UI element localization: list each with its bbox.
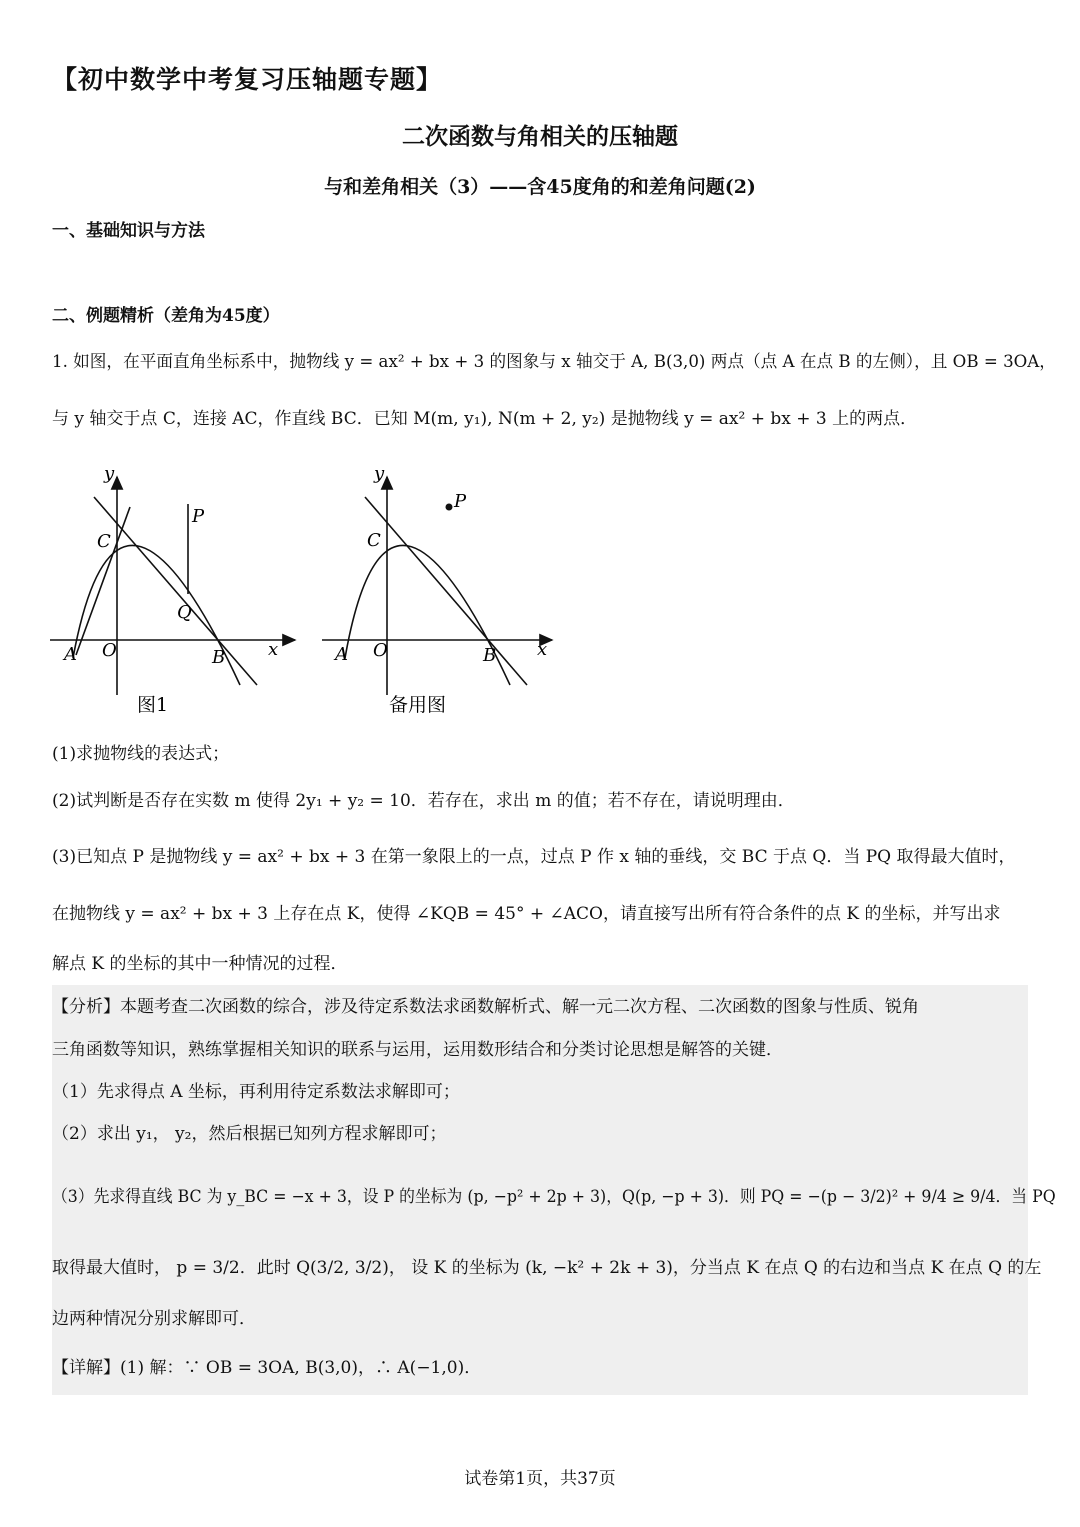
fig2-label-p: P [454,491,467,512]
section-heading-basics: 一、基础知识与方法 [52,221,205,241]
sub-title: 与和差角相关（3）——含45度角的和差角问题(2) [324,176,756,198]
figure-1 [50,463,295,716]
fig1-label-q: Q [177,602,192,623]
analysis-line-6: 取得最大值时， p = 3/2．此时 Q(3/2, 3/2)， 设 K 的坐标为 (k, −k² + 2k + 3)，分当点 K 在点 Q 的右边和当点 K 在点 Q 的左 [52,1258,1042,1278]
problem-line-1: 1. 如图，在平面直角坐标系中，抛物线 y = ax² + bx + 3 的图象与 x 轴交于 A, B(3,0) 两点（点 A 在点 B 的左侧），且 OB = 3OA， [52,352,1056,372]
detail-line-1: 【详解】(1) 解：∵ OB = 3OA, B(3,0)，∴ A(−1,0)． [52,1358,482,1378]
section-heading-examples: 二、例题精析（差角为45度） [52,306,280,326]
question-1: (1)求抛物线的表达式； [52,744,230,764]
fig1-label-c: C [97,531,111,552]
analysis-line-7: 边两种情况分别求解即可． [52,1309,256,1329]
fig1-label-x: x [268,639,279,660]
main-title: 二次函数与角相关的压轴题 [402,123,678,150]
question-3-line-3: 解点 K 的坐标的其中一种情况的过程． [52,954,348,974]
fig2-label-o: O [373,640,388,661]
analysis-line-3: （1）先求得点 A 坐标，再利用待定系数法求解即可； [52,1082,460,1102]
question-2: (2)试判断是否存在实数 m 使得 2y₁ + y₂ = 10．若存在，求出 m 的值；若不存在，请说明理由． [52,791,795,811]
figures [40,455,580,730]
fig1-line-bc [94,497,257,685]
fig1-label-p: P [192,506,205,527]
fig1-label-b: B [212,647,226,668]
fig1-line-ac [76,507,130,655]
analysis-line-4: （2）求出 y₁， y₂，然后根据已知列方程求解即可； [52,1124,447,1144]
page-footer: 试卷第1页，共37页 [464,1469,616,1489]
fig2-line-bc [365,497,527,685]
fig2-label-x: x [537,639,548,660]
analysis-line-2: 三角函数等知识，熟练掌握相关知识的联系与运用，运用数形结合和分类讨论思想是解答的关键． [52,1040,783,1060]
fig1-label-a: A [64,644,77,665]
fig1-caption: 图1 [137,694,169,716]
fig2-label-c: C [367,530,381,551]
fig2-point-p [446,504,453,511]
fig2-label-a: A [335,644,348,665]
fig2-label-y: y [374,463,385,484]
analysis-line-1: 【分析】本题考查二次函数的综合，涉及待定系数法求函数解析式、解一元二次方程、二次函数的图象与性质、锐角 [52,997,919,1017]
fig2-caption: 备用图 [389,694,447,716]
question-3-line-2: 在抛物线 y = ax² + bx + 3 上存在点 K，使得 ∠KQB = 45° + ∠ACO，请直接写出所有符合条件的点 K 的坐标，并写出求 [52,904,1001,924]
fig1-label-o: O [102,640,117,661]
fig2-label-b: B [483,645,497,666]
series-title: 【初中数学中考复习压轴题专题】 [52,65,443,94]
fig1-label-y: y [104,463,115,484]
analysis-line-5: （3）先求得直线 BC 为 y_BC = −x + 3，设 P 的坐标为 (p, −p² + 2p + 3)，Q(p, −p + 3)．则 PQ = −(p − 3/2)² + 9/4 ≥ 9/4．当 PQ [52,1187,1056,1207]
problem-line-2: 与 y 轴交于点 C，连接 AC，作直线 BC．已知 M(m, y₁), N(m + 2, y₂) 是抛物线 y = ax² + bx + 3 上的两点． [52,409,918,429]
question-3-line-1: (3)已知点 P 是抛物线 y = ax² + bx + 3 在第一象限上的一点，过点 P 作 x 轴的垂线，交 BC 于点 Q．当 PQ 取得最大值时， [52,847,1016,867]
figure-2 [322,463,552,716]
